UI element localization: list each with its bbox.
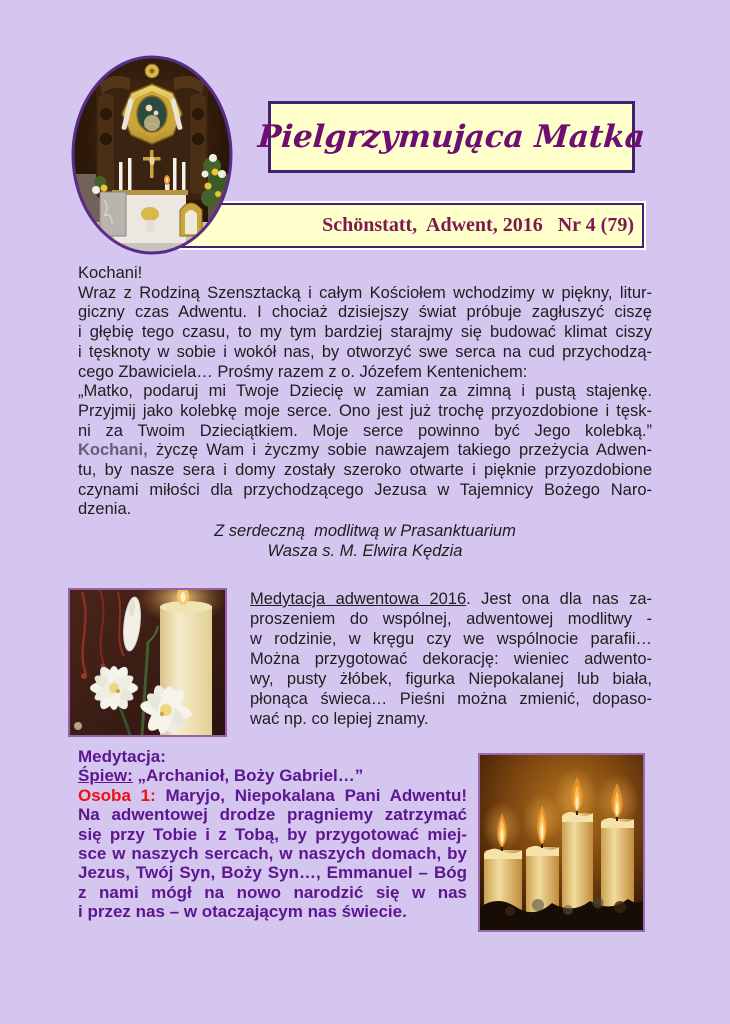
text-line: ni za Twoim Dzieciątkiem. Moje serce powinno być Jego kolebką.” bbox=[78, 421, 652, 440]
text-line: czynami miłości dla przychodzącego Jezusa w Tajemnicy Bożego Naro- bbox=[78, 480, 652, 499]
text-line: Medytacja: bbox=[78, 747, 166, 766]
issue-line: Schönstatt, Adwent, 2016 Nr 4 (79) bbox=[322, 214, 634, 236]
text-line: Na adwentowej drodze pragniemy zatrzymać bbox=[78, 805, 467, 825]
text-line: dzenia. bbox=[78, 500, 132, 519]
text-line: Śpiew: „Archanioł, Boży Gabriel…” bbox=[78, 766, 364, 786]
text-line: giczny czas Adwentu. I chociaż dzisiejszy świat próbuje zagłuszyć ciszę bbox=[78, 303, 652, 322]
text-line: Kochani! bbox=[78, 264, 143, 282]
newsletter-title: Pielgrzymująca Matka bbox=[256, 119, 647, 155]
issue-box bbox=[180, 203, 644, 248]
text-line: Wraz z Rodziną Szensztacką i całym Kościołem wchodzimy w piękny, litur- bbox=[78, 283, 652, 302]
text-line: proszeniem do wspólnej, adwentowej modlitwy - bbox=[250, 610, 652, 628]
intro-lines bbox=[78, 264, 652, 520]
text-line: w rodzinie, w kręgu czy we wspólnocie parafii… bbox=[250, 630, 652, 648]
text-line: tu, by nasze sera i domy zostały szeroko otwarte i pięknie przyozdobione bbox=[78, 461, 652, 480]
text-line: cego Zbawiciela… Prośmy razem z o. Józefem Kentenichem: bbox=[78, 362, 528, 381]
meditation-script-lines bbox=[78, 747, 467, 922]
text-line: Medytacja adwentowa 2016. Jest ona dla nas za- bbox=[250, 590, 652, 608]
text-line: Kochani, życzę Wam i życzmy sobie nawzajem takiego przeżycia Adwen- bbox=[78, 441, 652, 460]
text-line: się przy Tobie i z Tobą, by przygotować miej- bbox=[78, 824, 467, 844]
text-line: i głębię tego czasu, to my tym bardziej starajmy się budować klimat ciszy bbox=[78, 323, 652, 342]
text-line: „Matko, podaruj mi Twoje Dziecię w zamian za zimną i pustą stajenkę. bbox=[78, 382, 652, 401]
text-line: i przez nas – w otaczającym nas świecie. bbox=[78, 902, 407, 922]
intro-paragraph bbox=[78, 264, 652, 562]
shrine-altar-photo bbox=[70, 54, 234, 256]
meditation-script bbox=[78, 747, 467, 922]
signature bbox=[78, 522, 652, 561]
four-advent-candles-photo bbox=[478, 753, 645, 932]
text-line: Można przygotować dekorację: wieniec adwento- bbox=[250, 650, 652, 668]
text-line: i tęsknoty w sobie i wokół nas, by otworzyć swe serca na cud przychodzą- bbox=[78, 342, 652, 361]
text-line: płonąca świeca… Pieśni można zmienić, dopaso- bbox=[250, 690, 652, 708]
text-line: sce w naszych sercach, w naszych domach, by bbox=[78, 844, 467, 864]
text-line: z nami mógł na nowo narodzić się w nas bbox=[78, 882, 467, 902]
text-line: wać np. co lepiej znamy. bbox=[250, 710, 429, 728]
meditation-note bbox=[250, 589, 652, 729]
text-line: Osoba 1: Maryjo, Niepokalana Pani Adwentu! bbox=[78, 785, 467, 805]
text-line: wy, pusty żłóbek, figurka Niepokalanej lub biała, bbox=[250, 670, 652, 688]
signature-line-2: Wasza s. M. Elwira Kędzia bbox=[267, 541, 463, 560]
text-line: Jezus, Twój Syn, Boży Syn…, Emmanuel – Bóg bbox=[78, 863, 467, 883]
text-line: Przyjmij jako kolebkę moje serce. Ono jest już trochę przyozdobione i tęsk- bbox=[78, 401, 652, 420]
candle-with-lilies-photo bbox=[68, 588, 227, 737]
signature-line-1: Z serdeczną modlitwą w Prasanktuarium bbox=[214, 522, 516, 541]
meditation-note-lines bbox=[250, 589, 652, 729]
masthead-title-box bbox=[256, 101, 647, 173]
